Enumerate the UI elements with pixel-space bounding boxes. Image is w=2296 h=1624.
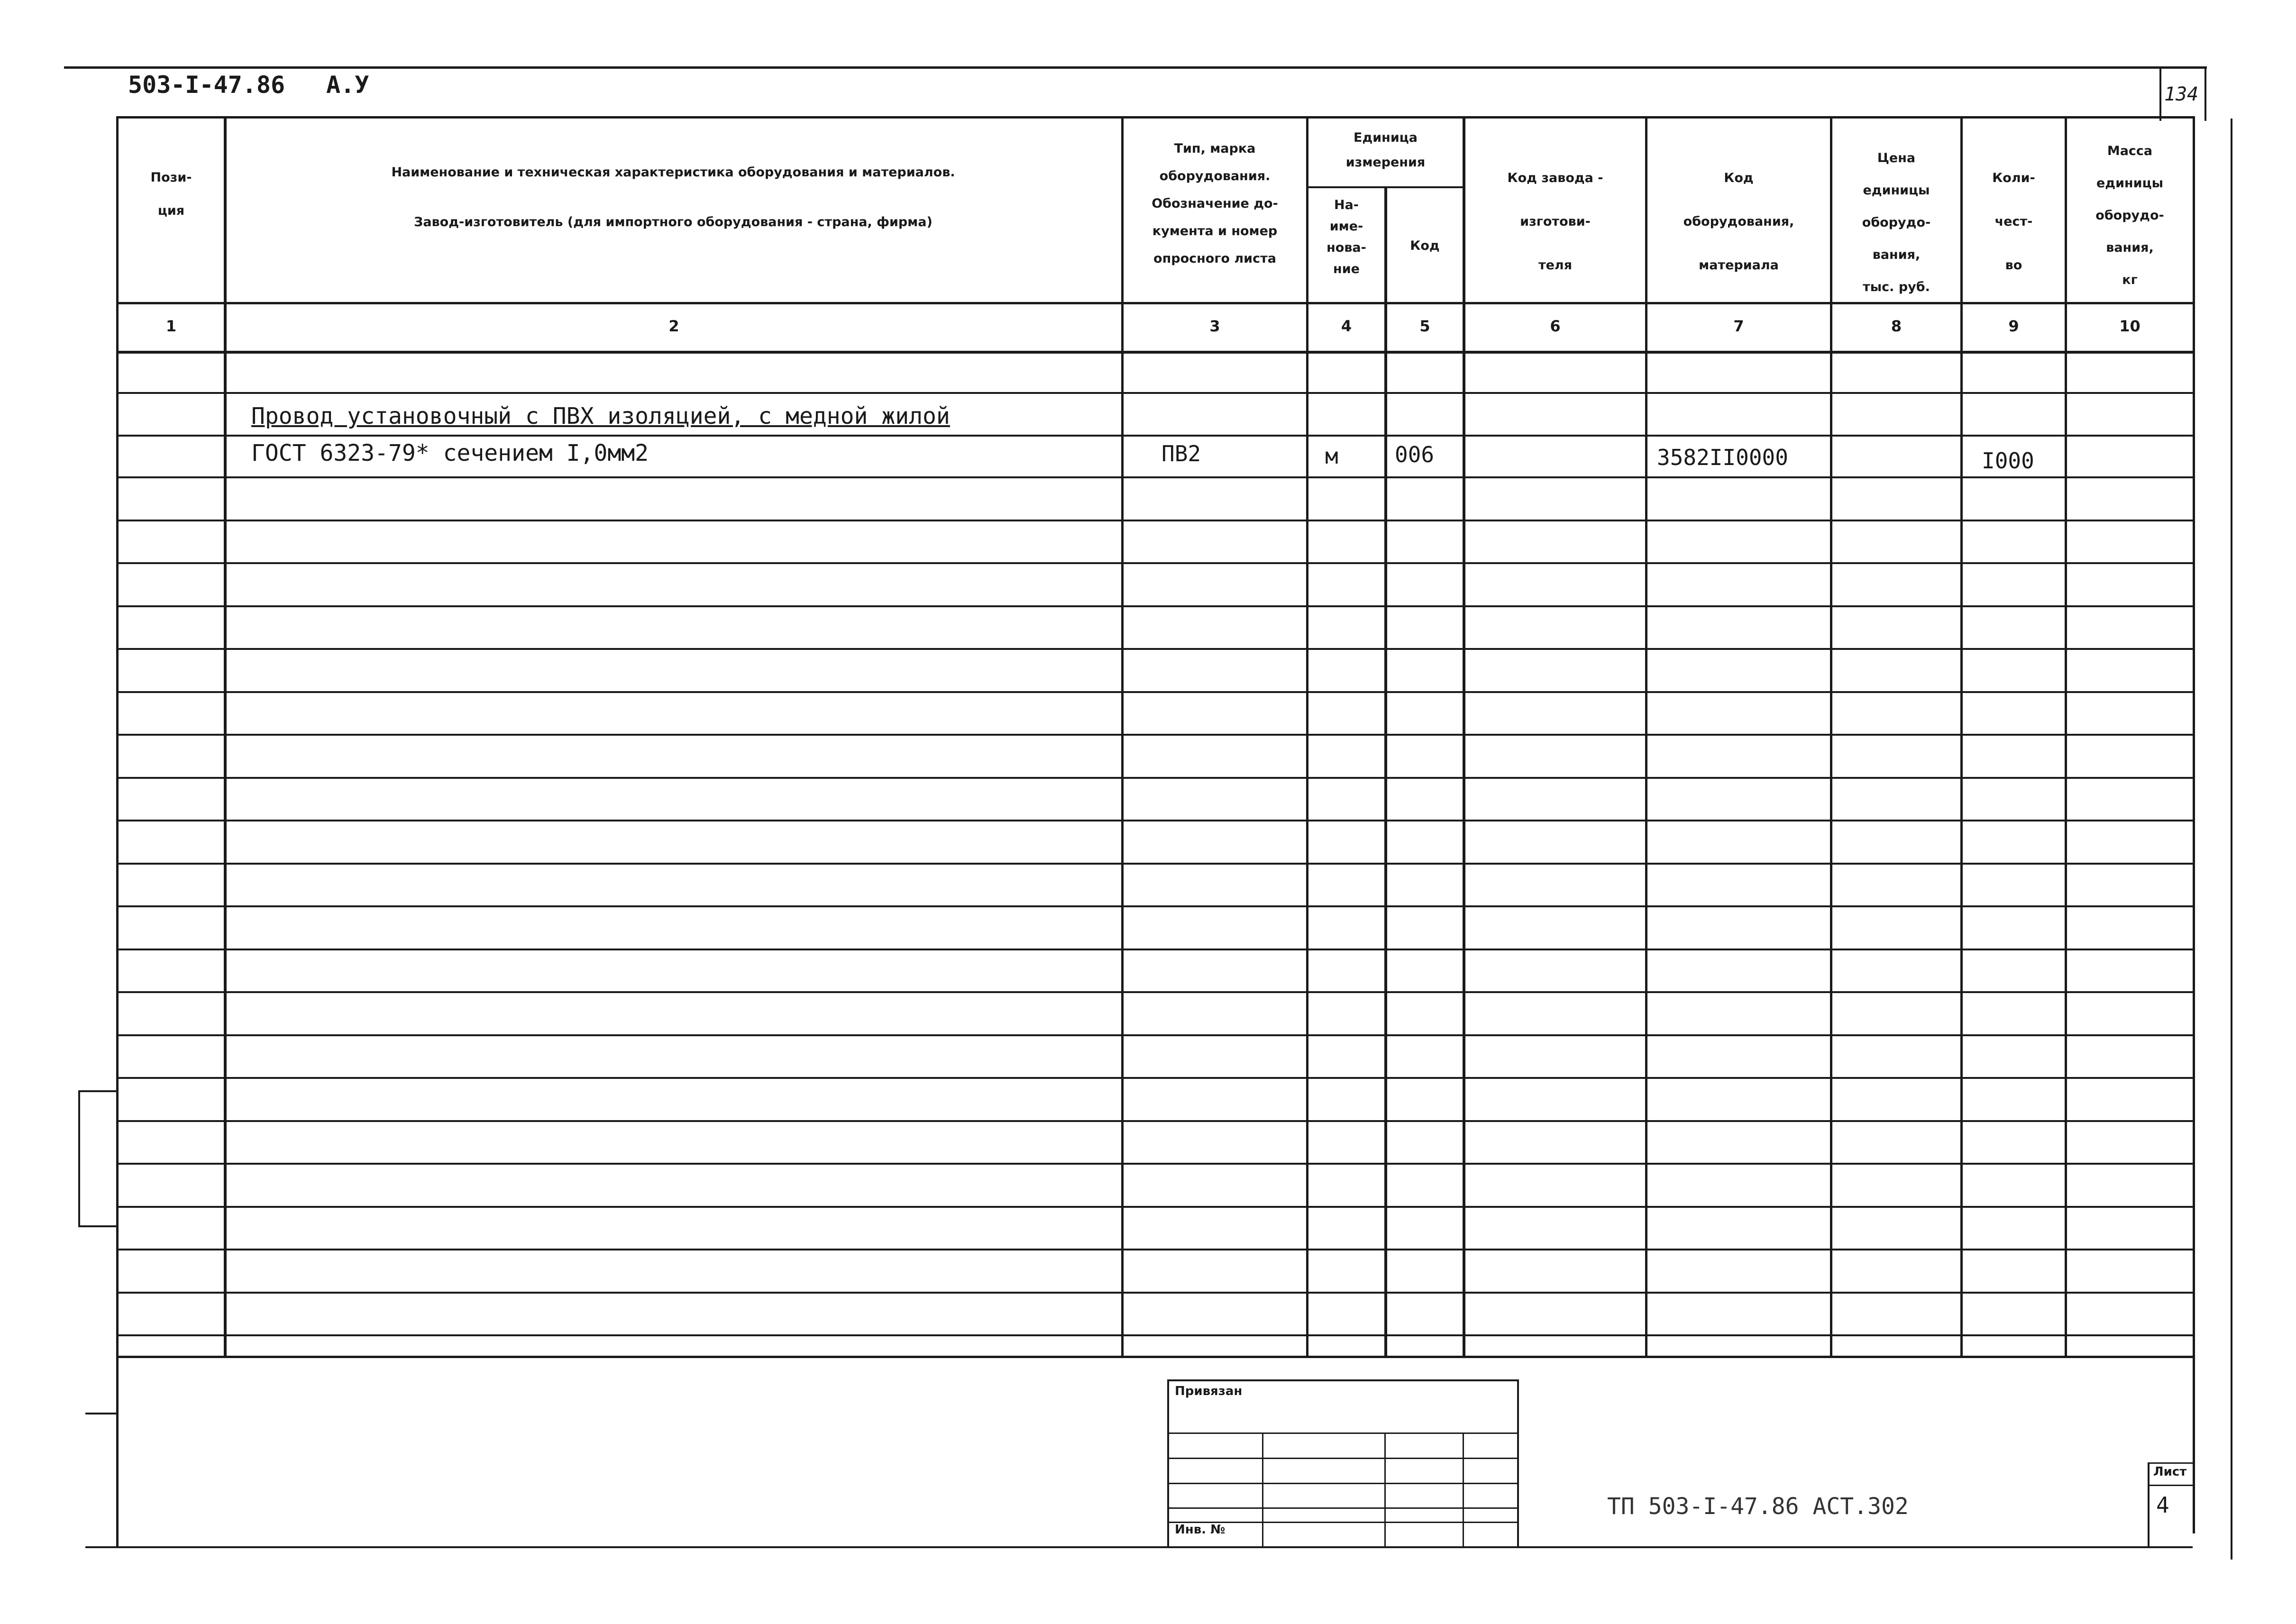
colnum-7: 7 xyxy=(1733,317,1744,335)
header-unit-name: На- име- нова- ние xyxy=(1326,198,1366,276)
margin-stub-3 xyxy=(85,1413,119,1414)
row-separator xyxy=(118,1034,2193,1036)
row-separator xyxy=(118,562,2193,564)
row-separator xyxy=(118,1163,2193,1165)
header-unit-price: Цена единицы оборудо- вания, тыс. руб. xyxy=(1862,151,1931,294)
header-unit-mass: Масса единицы оборудо- вания, кг xyxy=(2095,144,2164,287)
stamp-top xyxy=(1167,1379,1518,1381)
table-right-border xyxy=(2193,116,2195,1533)
page-mark: 134 xyxy=(2164,83,2199,105)
margin-stub-vertical xyxy=(78,1090,80,1225)
header-unit-group: Единица измерения xyxy=(1345,130,1426,170)
header-factory-code: Код завода - изготови- теля xyxy=(1507,171,1603,273)
sheet-box-left xyxy=(2148,1462,2150,1548)
item-name-line2: ГОСТ 6323-79* сечением I,0мм2 xyxy=(251,440,649,466)
colnum-6: 6 xyxy=(1550,317,1561,335)
header-unit-code: Код xyxy=(1410,238,1440,253)
item-quantity: I000 xyxy=(1982,448,2034,474)
row-separator xyxy=(118,605,2193,607)
document-reference: ТП 503-I-47.86 АСТ.302 xyxy=(1607,1493,1909,1520)
header-quantity: Коли- чест- во xyxy=(1992,171,2035,273)
table-top-border xyxy=(116,116,2193,119)
item-unit-code: 006 xyxy=(1395,442,1435,467)
colnum-10: 10 xyxy=(2119,317,2140,335)
row-separator xyxy=(118,905,2193,907)
colnum-4: 4 xyxy=(1341,317,1352,335)
page-mark-box-right xyxy=(2205,66,2206,121)
stamp-row-2 xyxy=(1167,1458,1518,1459)
stamp-col-1 xyxy=(1262,1432,1263,1546)
row-separator xyxy=(118,820,2193,821)
row-separator xyxy=(118,1120,2193,1122)
row-separator xyxy=(118,1206,2193,1208)
colnum-9: 9 xyxy=(2008,317,2019,335)
stamp-row-4 xyxy=(1167,1507,1518,1509)
section-code: А.У xyxy=(326,71,369,99)
row-separator xyxy=(118,991,2193,993)
colnum-2: 2 xyxy=(668,317,679,335)
item-name-line1: Провод установочный с ПВХ изоляцией, с медной жилой xyxy=(251,403,950,429)
sheet-box-divider xyxy=(2148,1485,2194,1486)
row-separator xyxy=(118,1249,2193,1250)
page-mark-box-left xyxy=(2159,69,2161,121)
colnum-1: 1 xyxy=(165,317,177,335)
sheet-box-top xyxy=(2148,1462,2194,1464)
row-separator xyxy=(118,949,2193,950)
margin-stub-2 xyxy=(78,1225,119,1227)
row-separator xyxy=(118,1077,2193,1079)
stamp-row-1 xyxy=(1167,1432,1518,1434)
row-separator xyxy=(118,435,2193,437)
row-separator xyxy=(118,777,2193,779)
top-frame-line xyxy=(64,66,2207,69)
stamp-col-2 xyxy=(1384,1432,1386,1546)
row-separator xyxy=(118,520,2193,521)
row-separator xyxy=(118,1292,2193,1294)
colnum-5: 5 xyxy=(1419,317,1430,335)
row-separator xyxy=(118,648,2193,650)
stamp-inv-label: Инв. № xyxy=(1175,1523,1226,1537)
header-name-line2: Завод-изготовитель (для импортного оборудования - страна, фирма) xyxy=(414,215,933,229)
stamp-row-3 xyxy=(1167,1483,1518,1484)
header-type: Тип, марка оборудования. Обозначение до- кумента и номер опросного листа xyxy=(1152,141,1278,266)
unit-group-divider xyxy=(1306,186,1465,188)
sheet-label: Лист xyxy=(2153,1465,2187,1479)
document-code: 503-I-47.86 xyxy=(128,71,285,99)
header-name-line1: Наименование и техническая характеристика оборудования и материалов. xyxy=(391,165,955,180)
row-separator xyxy=(118,863,2193,865)
item-type: ПВ2 xyxy=(1162,441,1201,466)
stamp-bound-label: Привязан xyxy=(1175,1384,1243,1398)
table-bottom-border xyxy=(116,1356,2193,1358)
sheet-number: 4 xyxy=(2156,1492,2169,1518)
row-separator xyxy=(118,734,2193,736)
row-separator xyxy=(118,392,2193,394)
header-position: Пози- ция xyxy=(150,170,192,218)
row-separator xyxy=(118,476,2193,478)
row-separator xyxy=(118,691,2193,693)
colnum-3: 3 xyxy=(1209,317,1220,335)
stamp-col-3 xyxy=(1463,1432,1464,1546)
item-equipment-code: 3582II0000 xyxy=(1657,445,1788,470)
colnum-bottom-line xyxy=(116,351,2193,354)
margin-stub-1 xyxy=(78,1090,119,1092)
bottom-frame-line xyxy=(85,1546,2193,1548)
col-sep-4 xyxy=(1384,187,1387,1358)
row-separator xyxy=(118,1334,2193,1336)
colnum-8: 8 xyxy=(1891,317,1902,335)
right-outer-line xyxy=(2231,119,2232,1560)
header-equipment-code: Код оборудования, материала xyxy=(1683,171,1794,273)
item-unit-name: м xyxy=(1325,443,1338,469)
